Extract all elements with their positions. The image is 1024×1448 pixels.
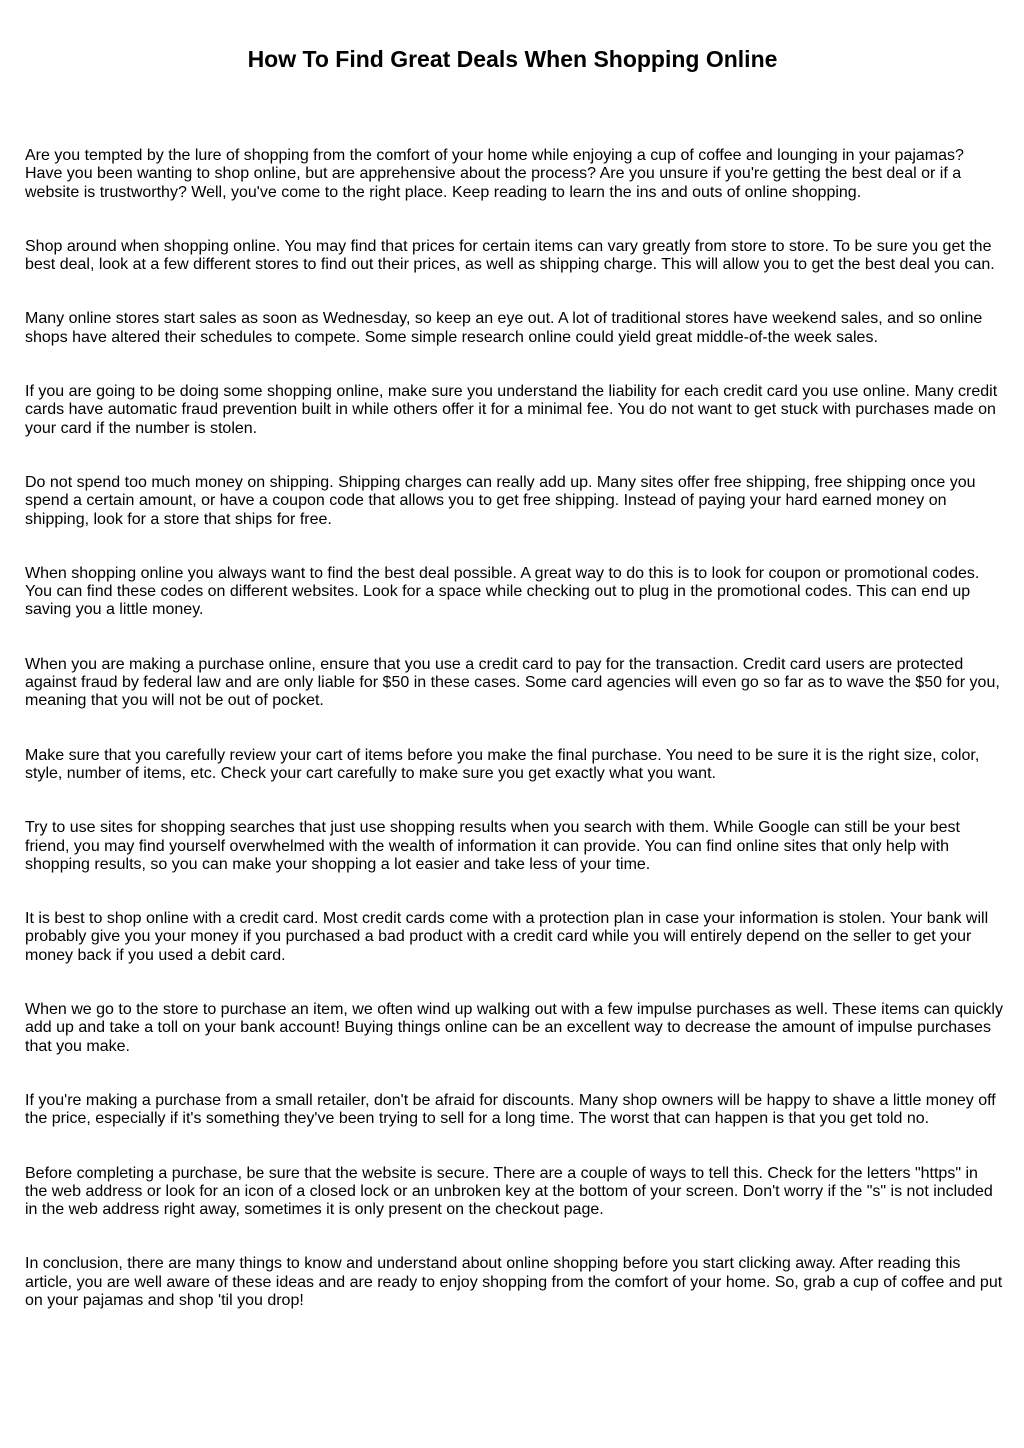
paragraph-credit-card-fraud: When you are making a purchase online, ensure that you use a credit card to pay for the transaction. Credit card users are protected against fraud by federal law and are only liable for $50 in these cases. Some card agencies will even go so far as to wave the $50 for you, meaning that you will not be out of pocket.	[25, 655, 1000, 710]
paragraph-intro: Are you tempted by the lure of shopping from the comfort of your home while enjoying a cup of coffee and lounging in your pajamas? Have you been wanting to shop online, but are apprehensive about the process? Are you unsure if you're getting the best deal or if a website is trustworthy? Well, you've come to the right place. Keep reading to learn the ins and outs of online shopping.	[25, 147, 964, 201]
paragraph-shop-around: Shop around when shopping online. You may find that prices for certain items can vary greatly from store to store. To be sure you get the best deal, look at a few different stores to find out their prices, as well as shipping charge. This will allow you to get the best deal you can.	[25, 237, 995, 274]
paragraph-impulse-purchases: When we go to the store to purchase an item, we often wind up walking out with a few impulse purchases as well. These items can quickly add up and take a toll on your bank account! Buying things online can be an excellent way to decrease the amount of impulse purchases that you make.	[25, 1001, 1003, 1055]
paragraph-secure-website: Before completing a purchase, be sure that the website is secure. There are a couple of ways to tell this. Check for the letters "https" in the web address or look for an icon of a closed lock or an unbroken key at the bottom of your screen. Don't worry if the "s" is not included in the web address right away, sometimes it is only present on the checkout page.	[25, 1164, 993, 1219]
paragraph-coupon-codes: When shopping online you always want to find the best deal possible. A great way to do this is to look for coupon or promotional codes. You can find these codes on different websites. Look for a space while checking out to plug in the promotional codes. This can end up saving you a little money.	[25, 564, 980, 619]
paragraph-credit-vs-debit: It is best to shop online with a credit card. Most credit cards come with a protection plan in case your information is stolen. Your bank will probably give you your money if you purchased a bad product with a credit card while you will entirely depend on the seller to get your money back if you used a debit card.	[25, 910, 989, 964]
paragraph-shopping-search: Try to use sites for shopping searches that just use shopping results when you search with them. While Google can still be your best friend, you may find yourself overwhelmed with the wealth of information it can provide. You can find online sites that only help with shopping results, so you can make your shopping a lot easier and take less of your time.	[25, 819, 960, 873]
paragraph-conclusion: In conclusion, there are many things to know and understand about online shopping before you start clicking away. After reading this article, you are well aware of these ideas and are ready to enjoy shopping from the comfort of your home. So, grab a cup of coffee and put on your pajamas and shop 'til you drop!	[25, 1255, 1003, 1309]
paragraph-wednesday-sales: Many online stores start sales as soon as Wednesday, so keep an eye out. A lot of traditional stores have weekend sales, and so online shops have altered their schedules to compete. Some simple research online could yield great middle-of-the week sales.	[25, 310, 983, 346]
paragraph-review-cart: Make sure that you carefully review your cart of items before you make the final purchase. You need to be sure it is the right size, color, style, number of items, etc. Check your cart carefully to make sure you get exactly what you want.	[25, 746, 980, 782]
page-title: How To Find Great Deals When Shopping Online	[247, 46, 778, 72]
paragraph-small-retailer: If you're making a purchase from a small retailer, don't be afraid for discounts. Many shop owners will be happy to shave a little money off the price, especially if it's something they've been trying to sell for a long time. The worst that can happen is that you get told no.	[25, 1091, 996, 1128]
article-body	[25, 147, 1003, 1346]
paragraph-shipping: Do not spend too much money on shipping. Shipping charges can really add up. Many sites offer free shipping, free shipping once you spend a certain amount, or have a coupon code that allows you to get free shipping. Instead of paying your hard earned money on shipping, look for a store that ships for free.	[25, 473, 976, 528]
paragraph-credit-liability: If you are going to be doing some shopping online, make sure you understand the liability for each credit card you use online. Many credit cards have automatic fraud prevention built in while others offer it for a minimal fee. You do not want to get stuck with purchases made on your card if the number is stolen.	[25, 383, 998, 437]
